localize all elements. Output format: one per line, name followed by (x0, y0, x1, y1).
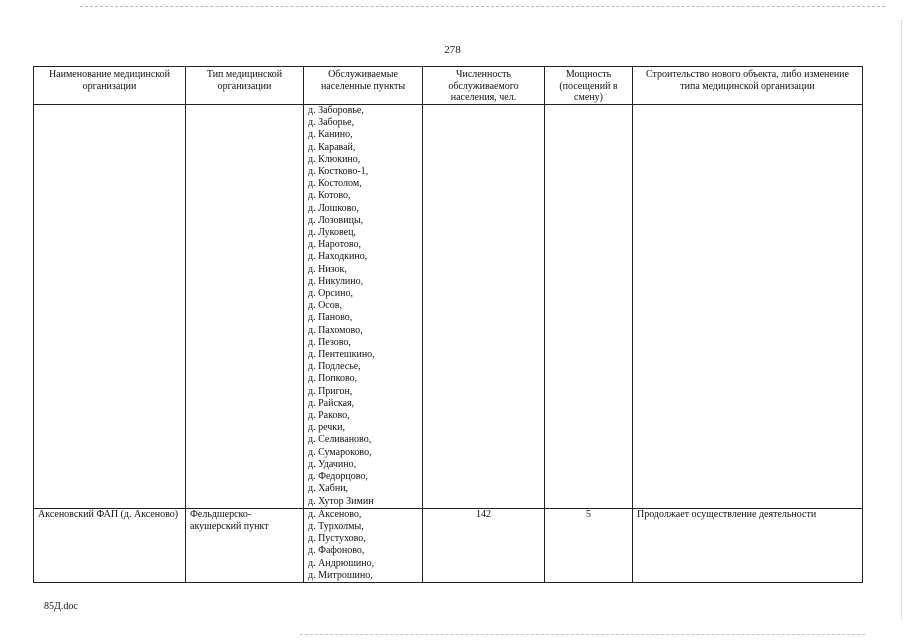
locality-item: д. Селиваново, (308, 434, 372, 446)
cell-org-name (34, 105, 186, 509)
locality-item: д. Турхолмы, (308, 520, 364, 532)
locality-item: д. Лозовицы, (308, 214, 364, 226)
locality-item: д. Костолом, (308, 178, 362, 190)
locality-item: д. Раково, (308, 410, 350, 422)
locality-item: д. Фафоново, (308, 545, 365, 557)
locality-item: д. Наротово, (308, 239, 362, 251)
header-localities: Обслуживаемые населенные пункты (304, 67, 423, 105)
scan-edge-top (80, 6, 885, 7)
locality-item: д. Попково, (308, 373, 358, 385)
locality-item: д. Осов, (308, 300, 342, 312)
locality-item: д. Пустухово, (308, 533, 366, 545)
cell-population: 142 (423, 508, 545, 582)
locality-item: д. Андрюшино, (308, 557, 375, 569)
cell-construction-status (633, 105, 863, 509)
header-org-type: Тип медицинской организации (186, 67, 304, 105)
locality-item: д. Низок, (308, 263, 347, 275)
page-number: 278 (444, 44, 461, 56)
locality-item: д. Никулино, (308, 275, 364, 287)
locality-item: д. Канино, (308, 129, 353, 141)
cell-org-type (186, 105, 304, 509)
locality-item: д. речки, (308, 422, 346, 434)
locality-item: д. Заборье, (308, 117, 355, 129)
locality-item: д. Пезово, (308, 336, 351, 348)
table-row (34, 508, 863, 582)
cell-localities (304, 508, 423, 582)
locality-item: д. Митрошино, (308, 569, 373, 581)
cell-org-type: Фельдшерско-акушерский пункт (186, 508, 304, 582)
locality-item: д. Пентешкино, (308, 349, 375, 361)
locality-item: д. Пригон, (308, 385, 353, 397)
locality-item: д. Орсино, (308, 288, 353, 300)
cell-capacity (545, 105, 633, 509)
scan-edge-bottom (300, 634, 865, 635)
locality-item: д. Каравай, (308, 141, 356, 153)
locality-item: д. Подлесье, (308, 361, 361, 373)
header-construction-status: Строительство нового объекта, либо изменение типа медицинской организации (633, 67, 863, 105)
locality-item: д. Хутор Зимин (308, 495, 374, 507)
medical-organizations-table (33, 66, 863, 583)
locality-item: д. Паново, (308, 312, 353, 324)
cell-construction-status: Продолжает осуществление деятельности (633, 508, 863, 582)
locality-item: д. Райская, (308, 397, 355, 409)
scan-edge-right (901, 20, 902, 620)
header-capacity: Мощность (посещений в смену) (545, 67, 633, 105)
footer-filename: 85Д.doc (44, 601, 78, 612)
locality-item: д. Лошково, (308, 202, 359, 214)
header-org-name: Наименование медицинской организации (34, 67, 186, 105)
header-population: Численность обслуживаемого населения, чел. (423, 67, 545, 105)
cell-population (423, 105, 545, 509)
locality-item: д. Клюкино, (308, 153, 361, 165)
locality-item: д. Котово, (308, 190, 351, 202)
cell-capacity: 5 (545, 508, 633, 582)
locality-item: д. Аксеново, (308, 508, 362, 520)
cell-localities (304, 105, 423, 509)
locality-item: д. Сумароково, (308, 446, 372, 458)
cell-org-name: Аксеновский ФАП (д. Аксеново) (34, 508, 186, 582)
locality-item: д. Находкино, (308, 251, 368, 263)
locality-item: д. Удачино, (308, 458, 357, 470)
table-row (34, 105, 863, 509)
table-header-row (34, 67, 863, 105)
locality-item: д. Пахомово, (308, 324, 363, 336)
locality-item: д. Костково-1, (308, 166, 369, 178)
locality-item: д. Хабни, (308, 483, 349, 495)
locality-item: д. Луковец, (308, 227, 356, 239)
locality-item: д. Заборовье, (308, 105, 364, 116)
locality-item: д. Федорцово, (308, 471, 368, 483)
